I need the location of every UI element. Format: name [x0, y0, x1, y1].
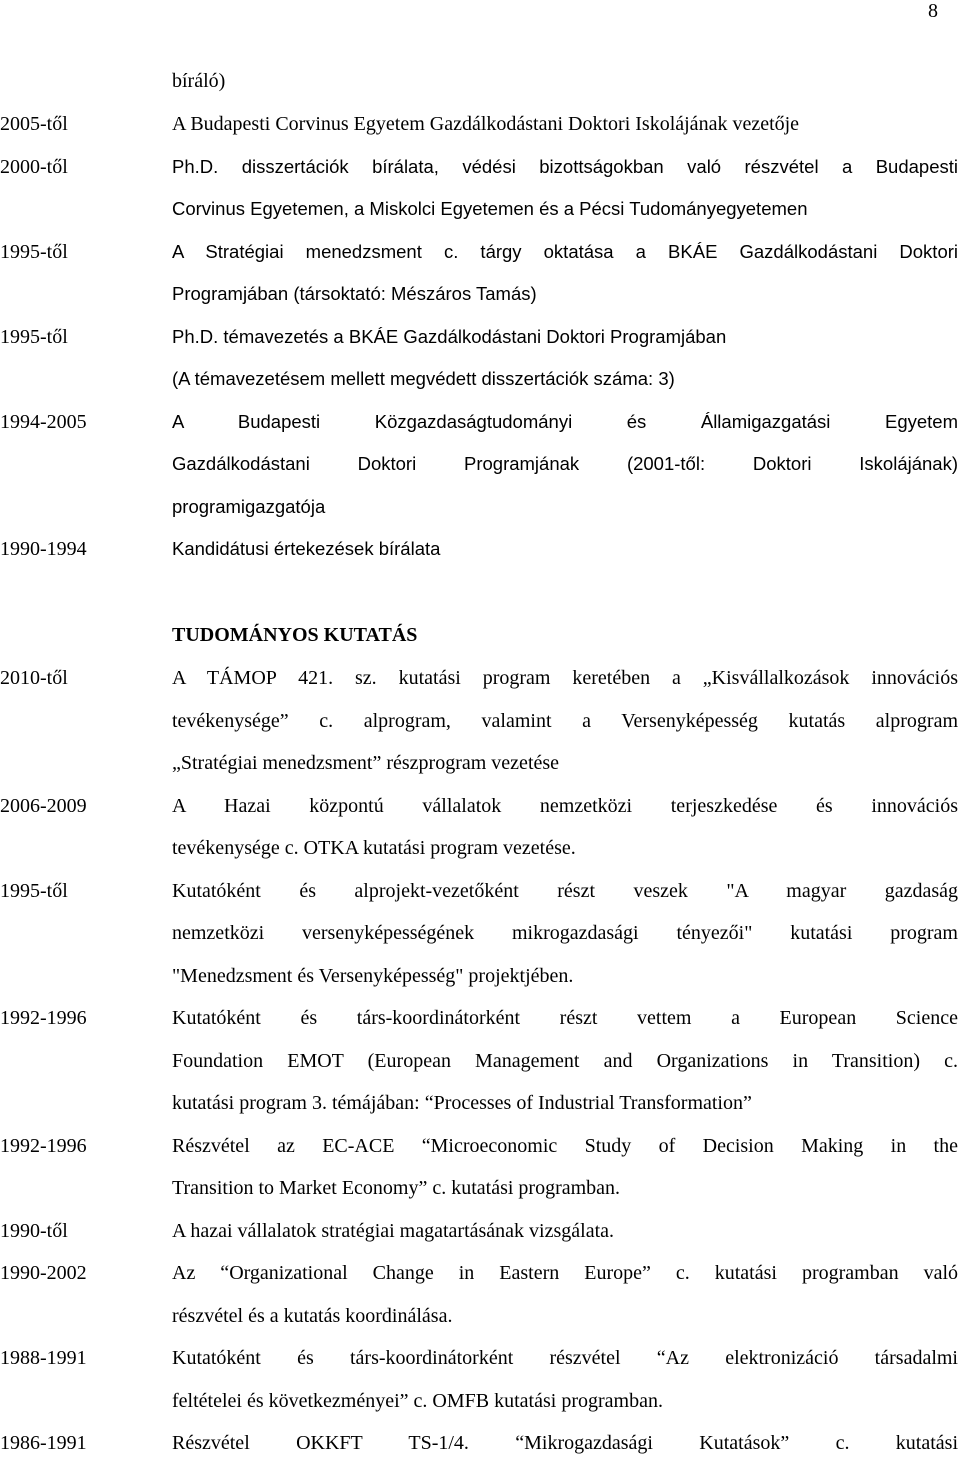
research-entry: [0, 1252, 960, 1337]
research-description: [172, 1125, 958, 1210]
doctoral-entry: [0, 401, 960, 529]
research-entry: [0, 657, 960, 785]
research-description-line: kutatási program 3. témájában: “Processes of Industrial Transformation”: [172, 1092, 752, 1114]
doctoral-entry: [0, 146, 960, 231]
research-year: 1986-1991: [0, 1432, 87, 1454]
research-entry: [0, 1125, 960, 1210]
doctoral-year: 1995-től: [0, 240, 68, 263]
doctoral-entry: [0, 316, 960, 401]
continuation-text: bíráló): [172, 70, 226, 92]
doctoral-description-line: Corvinus Egyetemen, a Miskolci Egyetemen és a Pécsi Tudományegyetemen: [172, 198, 808, 219]
research-description: [172, 997, 958, 1125]
research-year: 2010-től: [0, 667, 68, 689]
research-year: 1990-től: [0, 1219, 68, 1242]
research-description-line: A TÁMOP 421. sz. kutatási program keretében a „Kisvállalkozások innovációs: [172, 667, 958, 689]
research-entry: [0, 785, 960, 870]
doctoral-description-line: Gazdálkodástani Doktori Programjának (2001-től: Doktori Iskolájának): [172, 453, 958, 474]
doctoral-year: 2005-től: [0, 113, 68, 135]
doctoral-description-line: Ph.D. disszertációk bírálata, védési bizottságokban való részvétel a Budapesti: [172, 155, 958, 177]
research-year: 1990-2002: [0, 1262, 87, 1284]
doctoral-entry: [0, 103, 960, 146]
research-description-line: Kutatóként és alprojekt-vezetőként részt veszek "A magyar gazdaság: [172, 879, 958, 902]
research-description: [172, 870, 958, 998]
research-entry: [0, 1337, 960, 1422]
research-description-line: részvétel és a kutatás koordinálása.: [172, 1304, 453, 1327]
doctoral-description-line: A Stratégiai menedzsment c. tárgy oktatása a BKÁE Gazdálkodástani Doktori: [172, 240, 958, 262]
doctoral-description-line: A Budapesti Corvinus Egyetem Gazdálkodástani Doktori Iskolájának vezetője: [172, 113, 800, 135]
doctoral-description-line: (A témavezetésem mellett megvédett disszertációk száma: 3): [172, 368, 675, 389]
doctoral-description: [172, 103, 958, 146]
research-description-line: Az “Organizational Change in Eastern Europe” c. kutatási programban való: [172, 1262, 958, 1284]
doctoral-description: [172, 528, 958, 571]
doctoral-description-line: programigazgatója: [172, 495, 326, 517]
doctoral-year: 1995-től: [0, 325, 68, 348]
research-heading-block: [0, 614, 960, 657]
continuation-block: [0, 60, 960, 103]
doctoral-description-line: A Budapesti Közgazdaságtudományi és Államigazgatási Egyetem: [172, 410, 958, 432]
doctoral-year: 1994-2005: [0, 410, 87, 433]
research-description: [172, 1337, 958, 1422]
research-description-line: „Stratégiai menedzsment” részprogram vezetése: [172, 752, 560, 774]
research-entry: [0, 870, 960, 998]
doctoral-description: [172, 231, 958, 316]
doctoral-activities-list: [0, 103, 960, 571]
research-description: [172, 1252, 958, 1337]
research-activities-list: [0, 657, 960, 1465]
research-description-line: Részvétel OKKFT TS-1/4. “Mikrogazdasági Kutatások” c. kutatási: [172, 1432, 958, 1454]
research-heading: TUDOMÁNYOS KUTATÁS: [172, 624, 418, 646]
research-description: [172, 1422, 958, 1465]
doctoral-year: 2000-től: [0, 155, 68, 178]
research-description-line: Részvétel az EC-ACE “Microeconomic Study of Decision Making in the: [172, 1134, 958, 1157]
doctoral-year: 1990-1994: [0, 538, 87, 560]
doctoral-description-line: Ph.D. témavezetés a BKÁE Gazdálkodástani Doktori Programjában: [172, 325, 727, 347]
research-year: 1988-1991: [0, 1347, 87, 1369]
doctoral-description: [172, 146, 958, 231]
research-year: 1992-1996: [0, 1007, 87, 1029]
research-year: 2006-2009: [0, 794, 87, 817]
research-year: 1995-től: [0, 879, 68, 902]
page-number: 8: [928, 0, 938, 22]
research-description-line: A hazai vállalatok stratégiai magatartásának vizsgálata.: [172, 1219, 615, 1242]
research-entry: [0, 1210, 960, 1253]
research-description: [172, 657, 958, 785]
doctoral-entry: [0, 528, 960, 571]
research-description-line: Transition to Market Economy” c. kutatási programban.: [172, 1177, 621, 1199]
doctoral-description-line: Programjában (társoktató: Mészáros Tamás): [172, 283, 537, 304]
research-description: [172, 1210, 958, 1253]
doctoral-description: [172, 401, 958, 529]
research-description-line: tevékenysége” c. alprogram, valamint a Versenyképesség kutatás alprogram: [172, 709, 958, 732]
research-description-line: "Menedzsment és Versenyképesség" projektjében.: [172, 964, 574, 987]
research-description-line: Kutatóként és társ-koordinátorként részvétel “Az elektronizáció társadalmi: [172, 1347, 958, 1369]
research-description-line: nemzetközi versenyképességének mikrogazdasági tényezői" kutatási program: [172, 922, 958, 944]
research-description-line: feltételei és következményei” c. OMFB kutatási programban.: [172, 1389, 663, 1412]
research-description-line: Foundation EMOT (European Management and Organizations in Transition) c.: [172, 1049, 958, 1072]
doctoral-description-line: Kandidátusi értekezések bírálata: [172, 538, 441, 559]
research-description-line: Kutatóként és társ-koordinátorként részt vettem a European Science: [172, 1007, 958, 1029]
research-description: [172, 785, 958, 870]
research-description-line: A Hazai központú vállalatok nemzetközi terjeszkedése és innovációs: [172, 794, 958, 817]
research-entry: [0, 997, 960, 1125]
doctoral-entry: [0, 231, 960, 316]
research-description-line: tevékenysége c. OTKA kutatási program vezetése.: [172, 837, 576, 859]
research-year: 1992-1996: [0, 1134, 87, 1157]
doctoral-description: [172, 316, 958, 401]
research-entry: [0, 1422, 960, 1465]
